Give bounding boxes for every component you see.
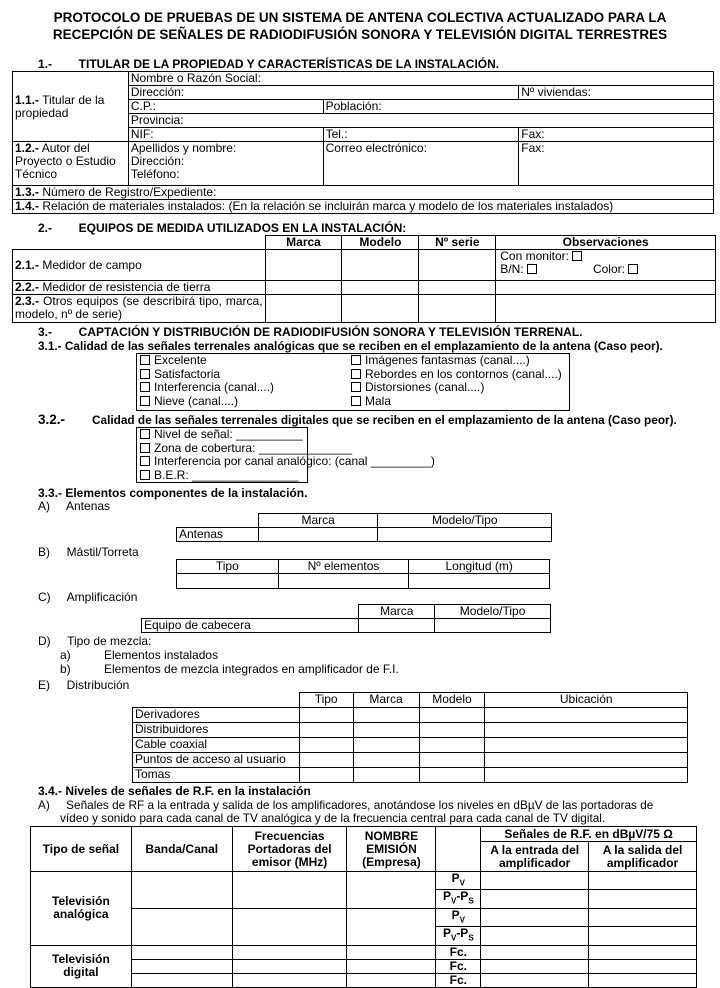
digital-quality-number: 3.2.- bbox=[38, 412, 66, 427]
rf-param-fc: Fc. bbox=[436, 973, 481, 987]
field-meter-observaciones: Con monitor: B/N: Color: bbox=[496, 250, 716, 281]
other-modelo[interactable] bbox=[342, 295, 419, 323]
field-meter-label: 2.1.- Medidor de campo bbox=[13, 250, 266, 281]
dist-row-label: Derivadores bbox=[133, 708, 300, 723]
rf-col-tipo: Tipo de señal bbox=[31, 827, 132, 872]
monitor-checkbox[interactable] bbox=[572, 251, 582, 261]
dist-cell[interactable] bbox=[419, 768, 485, 783]
rf-cell[interactable] bbox=[131, 973, 232, 987]
rf-col-banda: Banda/Canal bbox=[131, 827, 232, 872]
amp-marca-cell[interactable] bbox=[359, 619, 435, 633]
antennas-marca-cell[interactable] bbox=[258, 528, 378, 542]
dist-col-marca: Marca bbox=[353, 693, 419, 708]
dist-col-modelo: Modelo bbox=[419, 693, 485, 708]
rf-cell[interactable] bbox=[131, 908, 232, 945]
rf-cell[interactable] bbox=[232, 959, 347, 973]
rf-analog-label: Televisión analógica bbox=[31, 872, 132, 946]
rf-levels-table bbox=[30, 826, 697, 988]
nif-field[interactable]: NIF: bbox=[128, 128, 323, 142]
rf-cell[interactable] bbox=[589, 945, 697, 959]
other-obs[interactable] bbox=[496, 295, 716, 323]
rf-cell[interactable] bbox=[589, 872, 697, 890]
checkbox-interferencia-analogica[interactable] bbox=[140, 456, 150, 466]
rf-cell[interactable] bbox=[232, 872, 347, 909]
dwellings-field[interactable]: Nº viviendas: bbox=[519, 86, 714, 100]
mix-type-a: a) Elementos instalados bbox=[60, 648, 219, 662]
dist-cell[interactable] bbox=[419, 723, 485, 738]
analog-quality-heading: 3.1.- Calidad de las señales terrenales analógicas que se reciben en el emplazamiento de la antena (Caso peor). bbox=[38, 339, 663, 353]
rf-cell[interactable] bbox=[347, 945, 436, 959]
rf-cell[interactable] bbox=[589, 927, 697, 945]
mast-longitud-cell[interactable] bbox=[409, 574, 550, 589]
rf-levels-heading: 3.4.- Niveles de señales de R.F. en la instalación bbox=[38, 784, 311, 798]
dist-cell[interactable] bbox=[353, 723, 419, 738]
analog-quality-right: Imágenes fantasmas (canal....) Rebordes en los contornos (canal....) Distorsiones (canal....) Mala bbox=[351, 354, 562, 408]
amp-row-label: Equipo de cabecera bbox=[142, 619, 359, 633]
rf-cell[interactable] bbox=[347, 959, 436, 973]
antennas-modelo-cell[interactable] bbox=[378, 528, 552, 542]
checkbox-ber[interactable] bbox=[140, 470, 150, 480]
form-title-line1: PROTOCOLO DE PRUEBAS DE UN SISTEMA DE ANTENA COLECTIVA ACTUALIZADO PARA LA bbox=[53, 10, 667, 25]
antennas-table bbox=[176, 513, 552, 542]
rf-param-pvps: $P_V-P_S$ bbox=[436, 927, 481, 945]
rf-cell[interactable] bbox=[481, 872, 589, 890]
col-observaciones: Observaciones bbox=[496, 236, 716, 250]
rf-col-frecuencias: Frecuencias Portadoras del emisor (MHz) bbox=[232, 827, 347, 872]
rf-col-entrada: A la entrada del amplificador bbox=[481, 842, 589, 872]
dist-cell[interactable] bbox=[299, 768, 353, 783]
antennas-row-label: Antenas bbox=[177, 528, 259, 542]
mast-col-longitud: Longitud (m) bbox=[409, 560, 550, 574]
rf-cell[interactable] bbox=[481, 890, 589, 908]
amp-col-marca: Marca bbox=[359, 605, 435, 619]
author-fields[interactable]: Apellidos y nombre: Dirección: Teléfono: bbox=[128, 142, 323, 186]
rf-param-fc: Fc. bbox=[436, 959, 481, 973]
analog-quality-left: Excelente Satisfactoria Interferencia (canal....) Nieve (canal....) bbox=[140, 354, 274, 408]
address-field[interactable]: Dirección: bbox=[128, 86, 518, 100]
mast-col-tipo: Tipo bbox=[177, 560, 279, 574]
rf-cell[interactable] bbox=[481, 973, 589, 987]
checkbox-satisfactoria[interactable] bbox=[140, 369, 150, 379]
dist-cell[interactable] bbox=[485, 723, 688, 738]
section-3-heading: 3.- CAPTACIÓN Y DISTRIBUCIÓN DE RADIODIFUSIÓN SONORA Y TELEVISIÓN TERRENAL. bbox=[38, 325, 583, 339]
amplification-label: C) Amplificación bbox=[38, 590, 138, 604]
checkbox-mala[interactable] bbox=[351, 396, 361, 406]
rf-cell[interactable] bbox=[589, 973, 697, 987]
mix-type-b: b) Elementos de mezcla integrados en amplificador de F.I. bbox=[60, 662, 399, 676]
amp-modelo-cell[interactable] bbox=[435, 619, 551, 633]
dist-cell[interactable] bbox=[353, 753, 419, 768]
digital-quality-box: Nivel de señal: __________ Zona de cobertura: ______________ Interferencia por canal analógico: (canal _________) B.E.R: ________________ bbox=[136, 427, 308, 483]
checkbox-nieve[interactable] bbox=[140, 396, 150, 406]
rf-digital-label: Televisión digital bbox=[31, 945, 132, 987]
rf-cell[interactable] bbox=[232, 945, 347, 959]
dist-cell[interactable] bbox=[299, 708, 353, 723]
rf-param-pv: $P_V$ bbox=[436, 872, 481, 890]
distribution-table bbox=[132, 692, 688, 783]
dist-row-label: Tomas bbox=[133, 768, 300, 783]
mast-elementos-cell[interactable] bbox=[278, 574, 409, 589]
dist-cell[interactable] bbox=[353, 768, 419, 783]
field-meter-marca[interactable] bbox=[265, 250, 342, 281]
rf-cell[interactable] bbox=[589, 908, 697, 926]
rf-cell[interactable] bbox=[481, 959, 589, 973]
col-marca: Marca bbox=[265, 236, 342, 250]
rf-levels-text-2: vídeo y sonido para cada canal de TV analógica y de la frecuencia central para cada canal de TV digital. bbox=[60, 811, 606, 825]
mast-table bbox=[176, 559, 550, 589]
amp-col-modelo: Modelo/Tipo bbox=[435, 605, 551, 619]
rf-cell[interactable] bbox=[347, 872, 436, 909]
rf-cell[interactable] bbox=[232, 973, 347, 987]
checkbox-interferencia[interactable] bbox=[140, 382, 150, 392]
fax-field[interactable]: Fax: bbox=[519, 128, 714, 142]
town-field[interactable]: Población: bbox=[323, 100, 713, 114]
rf-levels-text-1: A) Señales de RF a la entrada y salida de los amplificadores, anotándose los niveles en dBµV de las portadoras de bbox=[38, 798, 654, 812]
components-heading: 3.3.- Elementos componentes de la instalación. bbox=[38, 486, 308, 500]
rf-col-blank bbox=[436, 827, 481, 872]
dist-cell[interactable] bbox=[485, 753, 688, 768]
rf-cell[interactable] bbox=[589, 890, 697, 908]
rf-cell[interactable] bbox=[131, 959, 232, 973]
rf-col-salida: A la salida del amplificador bbox=[589, 842, 697, 872]
earth-meter-marca[interactable] bbox=[265, 281, 342, 295]
rf-cell[interactable] bbox=[131, 872, 232, 909]
checkbox-distorsiones[interactable] bbox=[351, 382, 361, 392]
mix-type-label: D) Tipo de mezcla: bbox=[38, 634, 152, 648]
rf-cell[interactable] bbox=[232, 908, 347, 945]
dist-row-label: Distribuidores bbox=[133, 723, 300, 738]
registration-field[interactable]: 1.3.- Número de Registro/Expediente: bbox=[13, 186, 714, 200]
other-serie[interactable] bbox=[419, 295, 496, 323]
rf-cell[interactable] bbox=[481, 908, 589, 926]
digital-quality-heading: Calidad de las señales terrenales digitales que se reciben en el emplazamiento de la antena (Caso peor). bbox=[92, 413, 677, 427]
dist-cell[interactable] bbox=[485, 768, 688, 783]
owner-row-label: 1.1.- Titular de la propiedad bbox=[13, 72, 129, 142]
dist-cell[interactable] bbox=[299, 738, 353, 753]
color-checkbox[interactable] bbox=[628, 264, 638, 274]
dist-cell[interactable] bbox=[353, 708, 419, 723]
antennas-label: A) Antenas bbox=[38, 499, 111, 513]
rf-cell[interactable] bbox=[589, 959, 697, 973]
bn-checkbox[interactable] bbox=[527, 264, 537, 274]
dist-cell[interactable] bbox=[419, 738, 485, 753]
field-meter-modelo[interactable] bbox=[342, 250, 419, 281]
dist-cell[interactable] bbox=[299, 723, 353, 738]
earth-meter-obs[interactable] bbox=[496, 281, 716, 295]
checkbox-excelente[interactable] bbox=[140, 355, 150, 365]
distribution-label: E) Distribución bbox=[38, 678, 130, 692]
form-title-line2: RECEPCIÓN DE SEÑALES DE RADIODIFUSIÓN SONORA Y TELEVISIÓN DIGITAL TERRESTRES bbox=[52, 27, 668, 42]
rf-col-nombre: NOMBRE EMISIÓN (Empresa) bbox=[347, 827, 436, 872]
materials-field[interactable]: 1.4.- Relación de materiales instalados: (En la relación se incluirán marca y modelo de los materiales instalados) bbox=[13, 200, 714, 214]
checkbox-zona[interactable] bbox=[140, 443, 150, 453]
mast-col-elementos: Nº elementos bbox=[278, 560, 409, 574]
email-field[interactable]: Correo electrónico: bbox=[323, 142, 519, 186]
dist-cell[interactable] bbox=[485, 738, 688, 753]
author-fax-field[interactable]: Fax: bbox=[519, 142, 714, 186]
dist-cell[interactable] bbox=[353, 738, 419, 753]
dist-col-tipo: Tipo bbox=[299, 693, 353, 708]
section-2-heading: 2.- EQUIPOS DE MEDIDA UTILIZADOS EN LA INSTALACIÓN: bbox=[38, 221, 407, 235]
earth-meter-label: 2.2.- Medidor de resistencia de tierra bbox=[13, 281, 266, 295]
earth-meter-serie[interactable] bbox=[419, 281, 496, 295]
dist-cell[interactable] bbox=[485, 708, 688, 723]
dist-cell[interactable] bbox=[419, 708, 485, 723]
rf-param-pv: $P_V$ bbox=[436, 908, 481, 926]
name-field[interactable]: Nombre o Razón Social: bbox=[128, 72, 713, 86]
postal-code-field[interactable]: C.P.: bbox=[128, 100, 323, 114]
checkbox-rebordes[interactable] bbox=[351, 369, 361, 379]
earth-meter-modelo[interactable] bbox=[342, 281, 419, 295]
rf-cell[interactable] bbox=[131, 945, 232, 959]
analog-quality-box bbox=[136, 353, 570, 411]
dist-cell[interactable] bbox=[299, 753, 353, 768]
rf-param-pvps: $P_V-P_S$ bbox=[436, 890, 481, 908]
checkbox-fantasmas[interactable] bbox=[351, 355, 361, 365]
dist-row-label: Cable coaxial bbox=[133, 738, 300, 753]
phone-field[interactable]: Tel.: bbox=[323, 128, 519, 142]
province-field[interactable]: Provincia: bbox=[128, 114, 713, 128]
mast-label: B) Mástil/Torreta bbox=[38, 545, 139, 559]
col-serie: Nº serie bbox=[419, 236, 496, 250]
other-equipment-label: 2.3.- Otros equipos (se describirá tipo, marca, modelo, nº de serie) bbox=[13, 295, 266, 323]
antennas-col-marca: Marca bbox=[258, 514, 378, 528]
field-meter-serie[interactable] bbox=[419, 250, 496, 281]
checkbox-nivel[interactable] bbox=[140, 429, 150, 439]
dist-cell[interactable] bbox=[419, 753, 485, 768]
other-marca[interactable] bbox=[265, 295, 342, 323]
rf-cell[interactable] bbox=[347, 908, 436, 945]
rf-cell[interactable] bbox=[481, 945, 589, 959]
equipment-table bbox=[12, 235, 716, 323]
dist-col-ubicacion: Ubicación bbox=[485, 693, 688, 708]
section-1-heading: 1.- TITULAR DE LA PROPIEDAD Y CARACTERÍSTICAS DE LA INSTALACIÓN. bbox=[38, 57, 500, 71]
rf-param-fc: Fc. bbox=[436, 945, 481, 959]
mast-tipo-cell[interactable] bbox=[177, 574, 279, 589]
amplification-table bbox=[141, 604, 551, 633]
rf-cell[interactable] bbox=[481, 927, 589, 945]
antennas-col-modelo: Modelo/Tipo bbox=[378, 514, 552, 528]
author-row-label: 1.2.- Autor del Proyecto o Estudio Técnico bbox=[13, 142, 129, 186]
dist-row-label: Puntos de acceso al usuario bbox=[133, 753, 300, 768]
col-modelo: Modelo bbox=[342, 236, 419, 250]
rf-col-senales: Señales de R.F. en dBµV/75 Ω bbox=[481, 827, 697, 842]
ownership-table bbox=[12, 71, 714, 214]
rf-cell[interactable] bbox=[347, 973, 436, 987]
